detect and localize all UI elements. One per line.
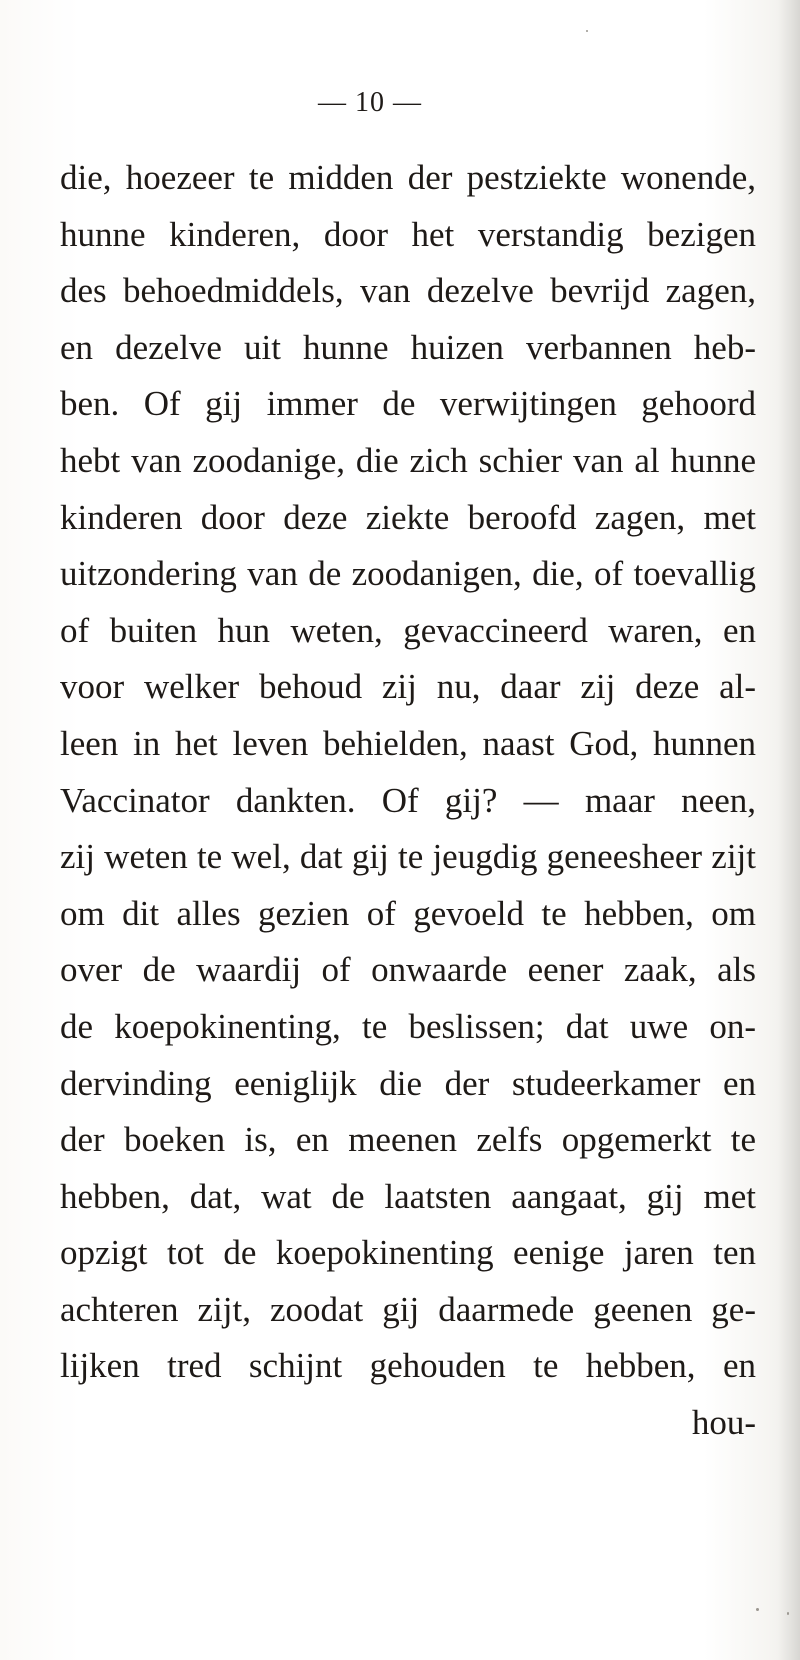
text-line: Vaccinator dankten. Of gij? — maar neen,	[60, 780, 756, 820]
text-line: de koepokinenting, te beslissen; dat uwe on-	[60, 1006, 756, 1046]
text-line: voor welker behoud zij nu, daar zij deze al-	[60, 667, 756, 707]
paper-speck	[756, 1608, 759, 1611]
text-line: hunne kinderen, door het verstandig bezigen	[60, 214, 756, 254]
text-line: om dit alles gezien of gevoeld te hebben, om	[60, 893, 756, 933]
text-line: en dezelve uit hunne huizen verbannen heb-	[60, 327, 756, 367]
text-line: of buiten hun weten, gevaccineerd waren, en	[60, 610, 756, 650]
text-line: opzigt tot de koepokinenting eenige jaren ten	[60, 1233, 756, 1273]
paper-speck	[586, 30, 588, 32]
paper-speck	[787, 1612, 789, 1615]
text-line: hebt van zoodanige, die zich schier van al hunne	[60, 440, 756, 480]
text-line: kinderen door deze ziekte beroofd zagen, met	[60, 497, 756, 537]
text-line: dervinding eeniglijk die der studeerkamer en	[60, 1063, 756, 1103]
text-line: uitzondering van de zoodanigen, die, of toevallig	[60, 554, 756, 594]
text-line: leen in het leven behielden, naast God, hunnen	[60, 723, 756, 763]
page-number: — 10 —	[318, 87, 422, 118]
text-line: zij weten te wel, dat gij te jeugdig geneesheer zijt	[60, 837, 756, 877]
text-line: over de waardij of onwaarde eener zaak, als	[60, 950, 756, 990]
text-line: die, hoezeer te midden der pestziekte wonende,	[60, 158, 756, 197]
page-edge-shadow	[778, 0, 800, 1660]
text-line: der boeken is, en meenen zelfs opgemerkt te	[60, 1120, 756, 1160]
text-line: ben. Of gij immer de verwijtingen gehoord	[60, 384, 756, 424]
text-line: des behoedmiddels, van dezelve bevrijd zagen,	[60, 271, 756, 311]
body-text	[60, 150, 756, 1452]
text-line: hebben, dat, wat de laatsten aangaat, gij met	[60, 1176, 756, 1216]
catchword: hou-	[691, 1403, 756, 1443]
text-line: lijken tred schijnt gehouden te hebben, en	[60, 1346, 756, 1386]
text-line: achteren zijt, zoodat gij daarmede geenen ge-	[60, 1289, 756, 1329]
